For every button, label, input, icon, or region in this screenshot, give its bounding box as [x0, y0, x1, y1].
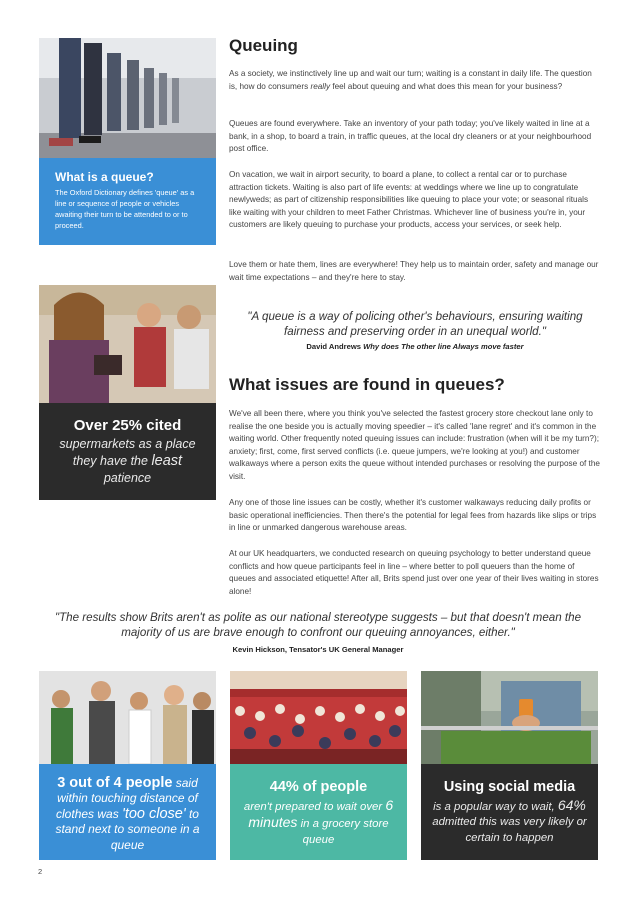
phone-shopper-photo — [421, 671, 598, 764]
stat-phrase-touching-distance: said within touching distance of clothes was — [56, 776, 198, 821]
stat-box-touching-distance — [39, 764, 216, 860]
patience-stat-figure: Over 25% cited — [73, 417, 182, 434]
paragraph-vacation: On vacation, we wait in airport security, to board a plane, to collect a rental car or to purchase attraction tickets. Waiting is also part of life events: at weddings where we line up to congratulate newlyweds; as part of citizenship responsibilities like queuing to place your vote; or seasonal rituals like waiting with your children to meet Father Christmas. Whichever line of business you're in, your customers are likely queuing to purchase your products, access your services, or seek help. — [229, 170, 589, 230]
stat-figure-touching-distance: 3 out of 4 people — [57, 775, 173, 791]
page-title: Queuing — [229, 36, 298, 55]
quote-book-title: Why does The other line Always move faster — [363, 342, 524, 351]
paragraph-costly-issues: Any one of those line issues can be costly, whether it's customer walkaways reducing daily profits or basic operational inefficiencies. Then there's the potential for legal fees from hazards like slips or trips in line or unmarked dangerous warehouse areas. — [229, 498, 597, 533]
definition-box — [39, 158, 216, 245]
pull-quote-hickson: "The results show Brits aren't as polite as our national stereotype suggests – but that doesn't mean the majority of us are brave enough to confront our queuing annoyances, either." — [54, 611, 582, 639]
shoppers-photo — [39, 285, 216, 403]
patience-stat-emphasis: least — [151, 453, 183, 469]
people-waiting-photo — [39, 671, 216, 764]
intro-paragraph — [229, 68, 601, 93]
stat-emphasis-social-media: 64% — [557, 797, 586, 813]
intro-text-b: feel about queuing and what does this mean for your business? — [330, 81, 563, 91]
stat-end-touching-distance: to stand next to someone in a queue — [55, 806, 200, 852]
stat-phrase-social-media: is a popular way to wait, — [433, 801, 558, 813]
queue-legs-photo — [39, 38, 216, 158]
intro-emphasis: really — [310, 81, 331, 91]
crowded-supermarket-photo — [230, 671, 407, 764]
stat-box-six-minutes — [230, 764, 407, 860]
page-number: 2 — [38, 867, 43, 876]
stat-figure-six-minutes: 44% of people — [269, 779, 368, 795]
paragraph-love-hate: Love them or hate them, lines are everywhere! They help us to maintain order, safety and manage our wait time expectations – and they're here to stay. — [229, 260, 599, 282]
patience-stat-end: patience — [103, 471, 152, 485]
stat-end-six-minutes: in a grocery store queue — [297, 818, 389, 846]
paragraph-uk-research: At our UK headquarters, we conducted research on queuing psychology to better understand queue conflicts and how queue participants feel in line – where better to poll queuers than the home of queues and associated etiquette! After all, Brits spend just over one year of their lives waiting in stores alone! — [229, 549, 599, 596]
intro-text-a: As a society, we instinctively line up and wait our turn; waiting is a constant in daily life. The question is, how do consumers — [229, 69, 592, 91]
stat-text-six-minutes — [238, 798, 399, 848]
quote-author-andrews: David Andrews — [306, 342, 361, 351]
stat-emphasis-six-minutes: 6 minutes — [248, 797, 394, 831]
quote-attribution-andrews — [235, 342, 595, 351]
stat-box-social-media — [421, 764, 598, 860]
pull-quote-andrews: "A queue is a way of policing other's behaviours, ensuring waiting fairness and preserving order in an unequal world." — [247, 310, 583, 338]
definition-title: What is a queue? — [55, 170, 154, 184]
stat-emphasis-too-close: 'too close' — [122, 805, 186, 822]
stat-phrase-six-minutes: aren't prepared to wait over — [243, 801, 386, 813]
patience-stat-text — [49, 436, 206, 487]
patience-stat-box — [39, 403, 216, 500]
stat-text-social-media — [429, 798, 590, 846]
paragraph-lane-regret: We've all been there, where you think you've selected the fastest grocery store checkout lane only to realise the one beside you is actually moving speedier – it's called 'lane regret' and it's common in the waiting world. Other frequently noted queuing issues can include: frustration (when will it be my turn?); anxiety; first, come, first served conflicts (i.e. queue jumpers, we're looking at you!) and customer walkaways where a person exits the queue without intended purchases or resolving the purpose of the visit. — [229, 409, 600, 481]
stat-end-social-media: admitted this was very likely or certain to happen — [432, 816, 587, 844]
issues-heading: What issues are found in queues? — [229, 375, 505, 394]
stat-figure-social-media: Using social media — [443, 779, 576, 795]
stat-text-touching-distance — [45, 776, 210, 853]
paragraph-queues-everywhere: Queues are found everywhere. Take an inventory of your path today; you've likely waited in line at a bank, in a shop, to board a train, in traffic queues, at the local dry cleaners or at your neighbourhood post office. — [229, 119, 592, 154]
patience-stat-phrase: supermarkets as a place they have the — [59, 437, 196, 468]
definition-text: The Oxford Dictionary defines 'queue' as a line or sequence of people or vehicles awaiting their turn to be attended to or to proceed. — [55, 188, 195, 230]
quote-attribution-hickson: Kevin Hickson, Tensator's UK General Manager — [232, 645, 404, 654]
